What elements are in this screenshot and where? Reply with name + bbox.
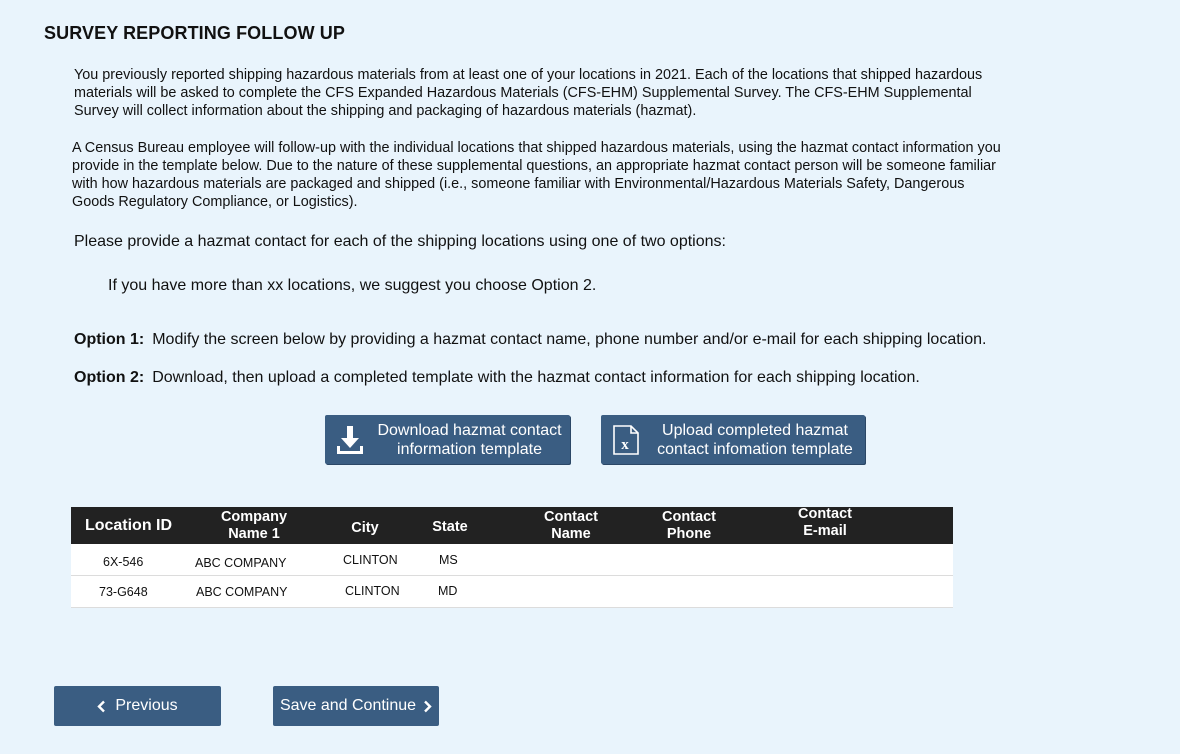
cell-company: ABC COMPANY [195,555,287,570]
excel-file-icon [601,415,651,464]
cell-city: CLINTON [343,552,398,567]
cell-contact-name-input[interactable] [521,576,631,607]
header-contact-phone-line2: Phone [666,525,712,542]
option-1 [74,331,986,349]
previous-button-label: Previous [115,697,178,714]
cell-location-id: 73-G648 [99,584,148,599]
cell-state: MS [439,552,458,567]
upload-template-button[interactable] [601,415,865,464]
cell-contact-phone-input[interactable] [639,544,759,575]
cell-city: CLINTON [345,583,400,598]
previous-button[interactable] [54,686,221,726]
suggestion-text: If you have more than xx locations, we suggest you choose Option 2. [108,277,597,294]
header-contact-phone-line1: Contact [662,508,716,525]
cell-contact-email-input[interactable] [775,576,945,607]
header-contact-name-line1: Contact [544,508,598,525]
save-button-label: Save and Continue [279,697,417,714]
header-contact-name-line2: Name [551,525,591,542]
cell-company: ABC COMPANY [196,584,288,599]
header-company-line1: Company [220,508,288,525]
option-1-text: Modify the screen below by providing a hazmat contact name, phone number and/or e-mail for each shipping location. [152,331,987,348]
header-contact-email-line2: E-mail [803,522,847,539]
header-contact-phone [639,507,739,544]
chevron-right-icon [423,700,432,713]
upload-button-line1: Upload completed hazmat [662,421,848,439]
locations-table [71,507,953,608]
download-icon [325,415,375,464]
intro-paragraph: You previously reported shipping hazardous materials from at least one of your locations in 2021. Each of the locations that shipped hazardous materials will be asked to complete the CFS Expanded Hazardous Materials (CFS-EHM) Supplemental Survey. The CFS-EHM Supplemental Survey will collect information about the shipping and packaging of hazardous materials (hazmat). [74,67,983,119]
header-contact-email-line1: Contact [798,505,852,522]
header-contact-email [775,504,875,541]
chevron-left-icon [97,700,106,713]
header-company-name [204,507,304,544]
option-1-label: Option 1: [74,331,145,348]
cell-contact-phone-input[interactable] [639,576,759,607]
cell-contact-name-input[interactable] [521,544,631,575]
page-title: SURVEY REPORTING FOLLOW UP [44,23,345,43]
header-company-line2: Name 1 [228,525,280,542]
option-2-text: Download, then upload a completed template with the hazmat contact information for each shipping location. [152,369,920,386]
table-row [71,544,953,576]
cell-location-id: 6X-546 [103,554,144,569]
download-template-button[interactable] [325,415,570,464]
followup-paragraph: A Census Bureau employee will follow-up with the individual locations that shipped hazardous materials, using the hazmat contact information you provide in the template below. Due to the nature of these supplemental questions, an appropriate hazmat contact person will be someone familiar with how hazardous materials are packaged and shipped (i.e., someone familiar with Environmental/Hazardous Materials Safety, Dangerous Goods Regulatory Compliance, or Logistics). [72,140,1001,210]
table-header [71,507,953,544]
save-and-continue-button[interactable] [273,686,439,726]
instruction-text: Please provide a hazmat contact for each of the shipping locations using one of two options: [74,233,726,250]
download-button-line2: information template [397,440,542,458]
header-contact-name [521,507,621,544]
option-2-label: Option 2: [74,369,145,386]
option-2 [74,369,920,387]
header-location-id: Location ID [84,517,173,534]
cell-state: MD [438,583,458,598]
header-city: City [351,520,379,536]
header-state: State [432,519,468,535]
upload-button-line2: contact infomation template [657,440,853,458]
svg-text:x: x [621,436,629,453]
table-row [71,576,953,608]
cell-contact-email-input[interactable] [775,544,945,575]
download-button-line1: Download hazmat contact [377,421,562,439]
